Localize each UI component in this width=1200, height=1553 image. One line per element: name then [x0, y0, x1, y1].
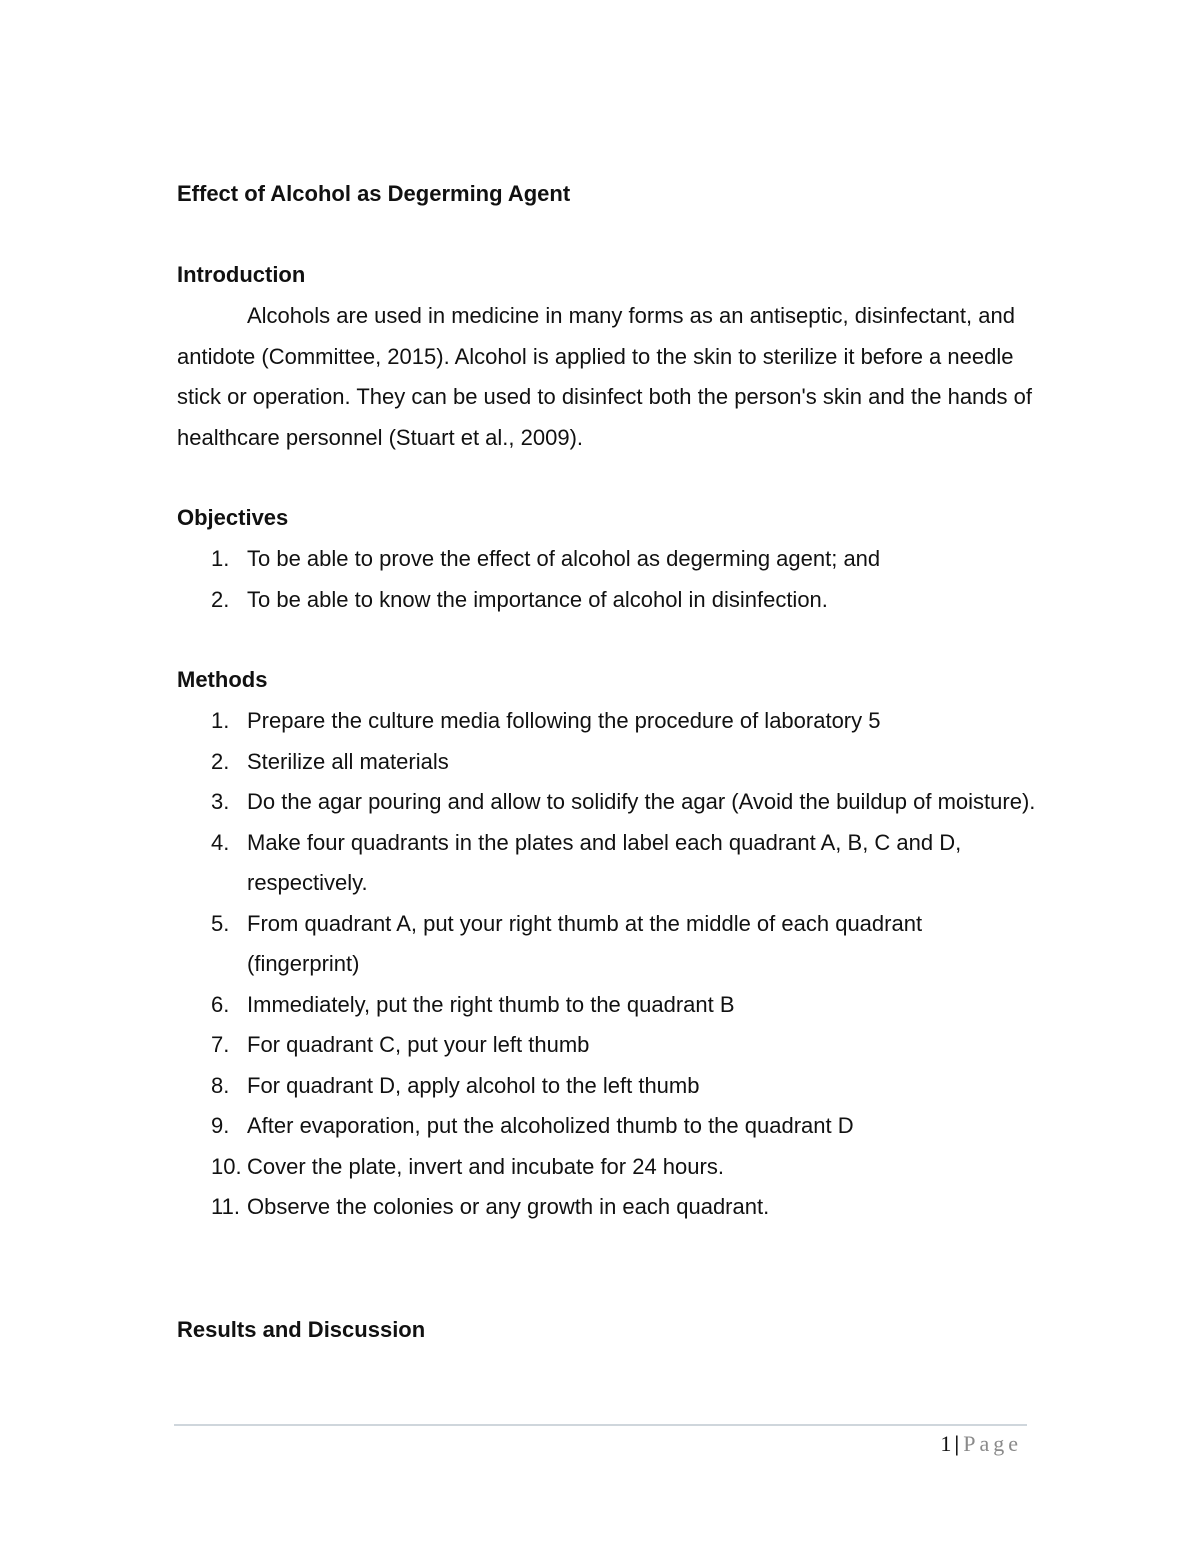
page-footer [940, 1430, 1022, 1458]
list-item-text: From quadrant A, put your right thumb at the middle of each quadrant (fingerprint) [247, 910, 923, 976]
list-item-text: Do the agar pouring and allow to solidify the agar (Avoid the buildup of moisture). [247, 789, 1036, 814]
list-item [177, 539, 1037, 580]
list-item-text: After evaporation, put the alcoholized thumb to the quadrant D [247, 1113, 854, 1138]
list-item [177, 1147, 1037, 1188]
list-item-text: To be able to prove the effect of alcohol as degerming agent; and [247, 546, 881, 571]
list-item-number: 8. [211, 1072, 230, 1098]
objectives-list [177, 539, 1037, 620]
list-item-text: Prepare the culture media following the procedure of laboratory 5 [247, 708, 881, 733]
list-item-text: Cover the plate, invert and incubate for 24 hours. [247, 1153, 724, 1179]
introduction-paragraph [177, 296, 1037, 458]
list-item [177, 985, 1037, 1026]
list-item [177, 904, 1037, 985]
methods-heading: Methods [177, 667, 268, 692]
list-item-number: 6. [211, 991, 230, 1017]
list-item-number: 3. [211, 789, 230, 814]
list-item-number: 2. [211, 748, 230, 774]
list-item [177, 1066, 1037, 1107]
list-item-number: 11. [211, 1194, 240, 1219]
footer-separator: | [954, 1431, 960, 1456]
list-item [177, 823, 1037, 904]
list-item-text: Make four quadrants in the plates and label each quadrant A, B, C and D, respectively. [247, 829, 962, 895]
list-item-text: Immediately, put the right thumb to the quadrant B [247, 991, 735, 1017]
footer-divider [174, 1424, 1027, 1426]
list-item [177, 580, 1037, 621]
list-item [177, 782, 1037, 823]
list-item-text: To be able to know the importance of alcohol in disinfection. [247, 586, 828, 612]
list-item-number: 7. [211, 1032, 230, 1057]
list-item [177, 701, 1037, 742]
list-item-text: For quadrant D, apply alcohol to the left thumb [247, 1072, 700, 1098]
list-item-number: 10. [211, 1153, 242, 1179]
introduction-heading: Introduction [177, 262, 306, 287]
list-item [177, 1106, 1037, 1147]
methods-list [177, 701, 1037, 1228]
list-item-text: Observe the colonies or any growth in each quadrant. [247, 1194, 770, 1219]
list-item-number: 5. [211, 910, 230, 936]
objectives-heading: Objectives [177, 505, 289, 530]
page-label: Page [963, 1431, 1022, 1456]
introduction-text: Alcohols are used in medicine in many forms as an antiseptic, disinfectant, and antidote (Committee, 2015). Alcohol is applied to the skin to sterilize it before a needle stick or operation. They can be used to disinfect both the person's skin and the hands of healthcare personnel (Stuart et al., 2009). [177, 303, 1032, 450]
page-number: 1 [940, 1431, 952, 1456]
list-item-text: For quadrant C, put your left thumb [247, 1032, 590, 1057]
list-item-number: 4. [211, 829, 230, 855]
list-item [177, 1187, 1037, 1228]
list-item-number: 1. [211, 708, 230, 733]
list-item-number: 2. [211, 586, 230, 612]
list-item-text: Sterilize all materials [247, 748, 449, 774]
list-item-number: 1. [211, 546, 230, 571]
document-title: Effect of Alcohol as Degerming Agent [177, 181, 571, 206]
list-item [177, 1025, 1037, 1066]
list-item-number: 9. [211, 1113, 230, 1138]
list-item [177, 742, 1037, 783]
results-heading: Results and Discussion [177, 1317, 426, 1342]
